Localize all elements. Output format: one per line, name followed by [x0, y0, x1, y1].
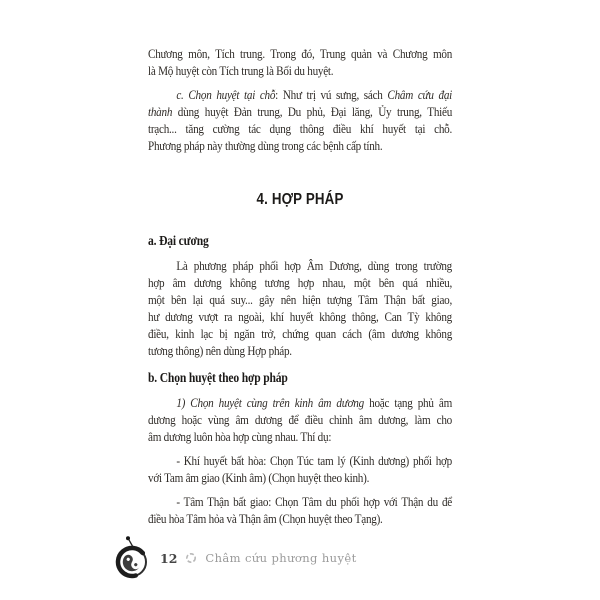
text-line: hư dương vượt ra ngoài, khí huyết không thông, Can Tỳ không [148, 309, 453, 324]
paragraph [148, 257, 452, 359]
page-number: 12 [160, 550, 178, 566]
text-line: Là phương pháp phối hợp Âm Dương, dùng trong trường [176, 258, 453, 273]
paragraph [148, 45, 452, 79]
text-line: một bên lại quá suy... gây nên hiện tượng Tâm Thận bất giao, [148, 292, 453, 307]
text-line: Chương môn, Tích trung. Trong đó, Trung quản và Chương môn [148, 46, 453, 61]
text-line: trạch... tăng cường tác dụng thông điều khí huyết tại chỗ. [148, 121, 453, 136]
page-footer [112, 535, 357, 581]
text-line: âm dương luôn hòa hợp cùng nhau. Thí dụ: [148, 429, 332, 444]
text-line: điều, kinh lạc bị ngăn trở, chứng quan cách (âm dương không [148, 326, 453, 341]
subsection-heading: b. Chọn huyệt theo hợp pháp [148, 370, 288, 385]
dashed-circle-icon [185, 552, 197, 564]
text-line: hợp âm dương không tương hợp nhau, một bên quá nhiều, [148, 275, 453, 290]
book-title: Châm cứu phương huyệt [205, 551, 357, 565]
text-line: Phương pháp này thường dùng trong các bệnh cấp tính. [148, 138, 383, 153]
text-line: điều hòa Tâm hỏa và Thận âm (Chọn huyệt theo Tạng). [148, 511, 383, 526]
paragraph [148, 86, 452, 154]
section-heading: 4. HỢP PHÁP [256, 191, 344, 208]
text-line: với Tam âm giao (Kinh âm) (Chọn huyệt theo kinh). [148, 470, 370, 485]
text-line: c. Chọn huyệt tại chỗ: Như trị vú sưng, sách Châm cứu đại [176, 87, 453, 102]
text-line: - Khí huyết bất hòa: Chọn Túc tam lý (Kinh dương) phối hợp [176, 453, 453, 468]
paragraph [148, 493, 452, 527]
text-line: thành dùng huyệt Đản trung, Du phủ, Đại lăng, Ủy trung, Thiếu [148, 104, 453, 119]
text-line: dương hoặc vùng âm dương để điều chỉnh âm dương, làm cho [148, 412, 453, 427]
text-line: tương thông) nên dùng Hợp pháp. [148, 343, 292, 358]
yinyang-needle-icon [112, 535, 152, 581]
text-line: - Tâm Thận bất giao: Chọn Tâm du phối hợp với Thận du để [176, 494, 453, 509]
page-body [148, 45, 452, 527]
subsection-heading: a. Đại cương [148, 233, 209, 248]
text-line: là Mộ huyệt còn Tích trung là Bối du huyệt. [148, 63, 334, 78]
text-line: 1) Chọn huyệt cùng trên kinh âm dương hoặc tạng phủ âm [176, 395, 453, 410]
paragraph [148, 394, 452, 445]
paragraph [148, 452, 452, 486]
